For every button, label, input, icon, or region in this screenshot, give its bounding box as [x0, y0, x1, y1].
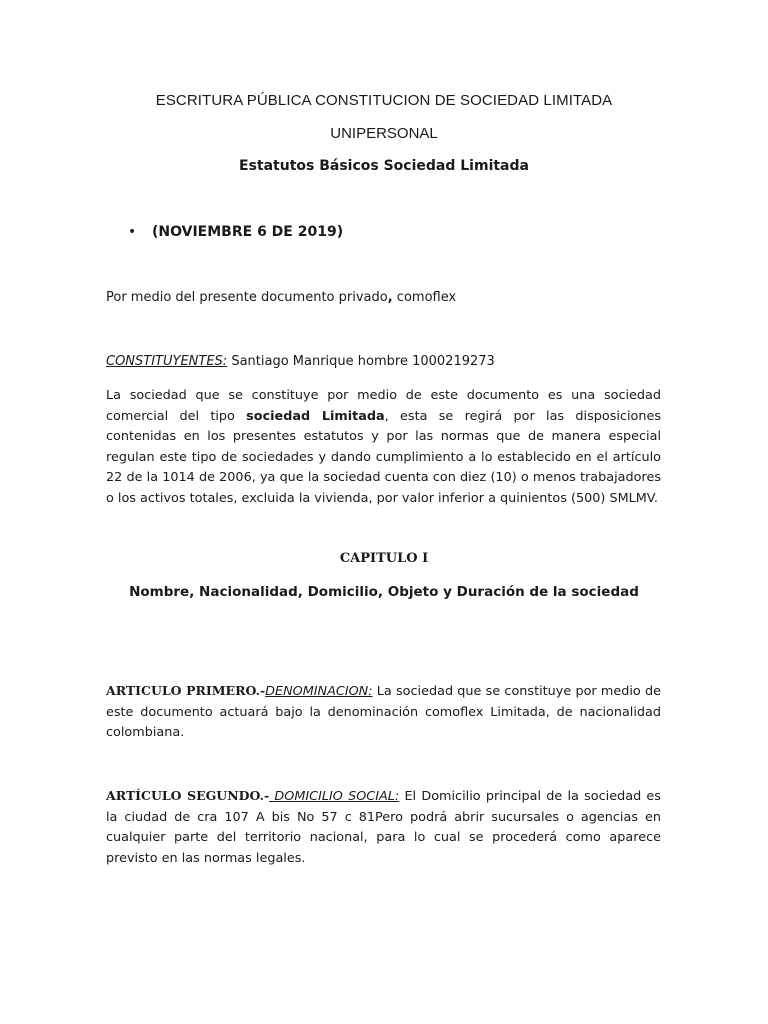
company-type-bold: sociedad Limitada — [246, 408, 385, 424]
paragraph-text: La sociedad que se constituye por medio de este documento es una sociedad comercial del tipo — [106, 388, 661, 424]
article-label: ARTICULO PRIMERO.- — [106, 683, 266, 698]
document-title-line-2: UNIPERSONAL — [330, 125, 438, 142]
company-type-paragraph — [106, 386, 661, 509]
article-heading: DOMICILIO SOCIAL: — [269, 789, 400, 804]
article-heading: DENOMINACION: — [265, 684, 373, 699]
article-label: ARTÍCULO SEGUNDO.- — [106, 788, 270, 803]
document-subtitle: Estatutos Básicos Sociedad Limitada — [239, 158, 529, 174]
constituyentes-label: CONSTITUYENTES: — [106, 354, 228, 369]
constituyentes-value: Santiago Manrique hombre 1000219273 — [227, 354, 495, 369]
article-primero — [106, 681, 661, 744]
company-name: comoflex — [392, 290, 457, 305]
intro-text: Por medio del presente documento privado — [106, 290, 388, 305]
bullet-icon: • — [128, 224, 137, 240]
chapter-title: CAPITULO I — [339, 551, 429, 566]
constituyentes-line — [106, 354, 495, 369]
article-segundo — [106, 786, 661, 869]
intro-line — [106, 290, 456, 305]
article-text: La sociedad que se constituye por medio de este documento actuará bajo la denominación comoflex Limitada, de nacionalidad colombiana. — [106, 684, 661, 740]
date-bullet — [128, 224, 343, 240]
paragraph-text: , esta se regirá por las disposiciones contenidas en los presentes estatutos y por las normas que de manera especial regulan este tipo de sociedades y dando cumplimiento a lo establecido en el artículo 22 de la 1014 de 2006, ya que la sociedad cuenta con diez (10) o menos trabajadores o los activos totales, excluida la vivienda, por valor inferior a quinientos (500) SMLMV. — [106, 408, 661, 506]
document-title-line-1: ESCRITURA PÚBLICA CONSTITUCION DE SOCIEDAD LIMITADA — [155, 92, 613, 109]
chapter-subtitle: Nombre, Nacionalidad, Domicilio, Objeto y Duración de la sociedad — [129, 584, 639, 600]
article-text: El Domicilio principal de la sociedad es la ciudad de cra 107 A bis No 57 c 81Pero podrá abrir sucursales o agencias en cualquier parte del territorio nacional, para lo cual se procederá como aparece previsto en las normas legales. — [106, 789, 661, 866]
intro-comma: , — [387, 290, 393, 305]
document-date: (NOVIEMBRE 6 DE 2019) — [152, 224, 344, 240]
